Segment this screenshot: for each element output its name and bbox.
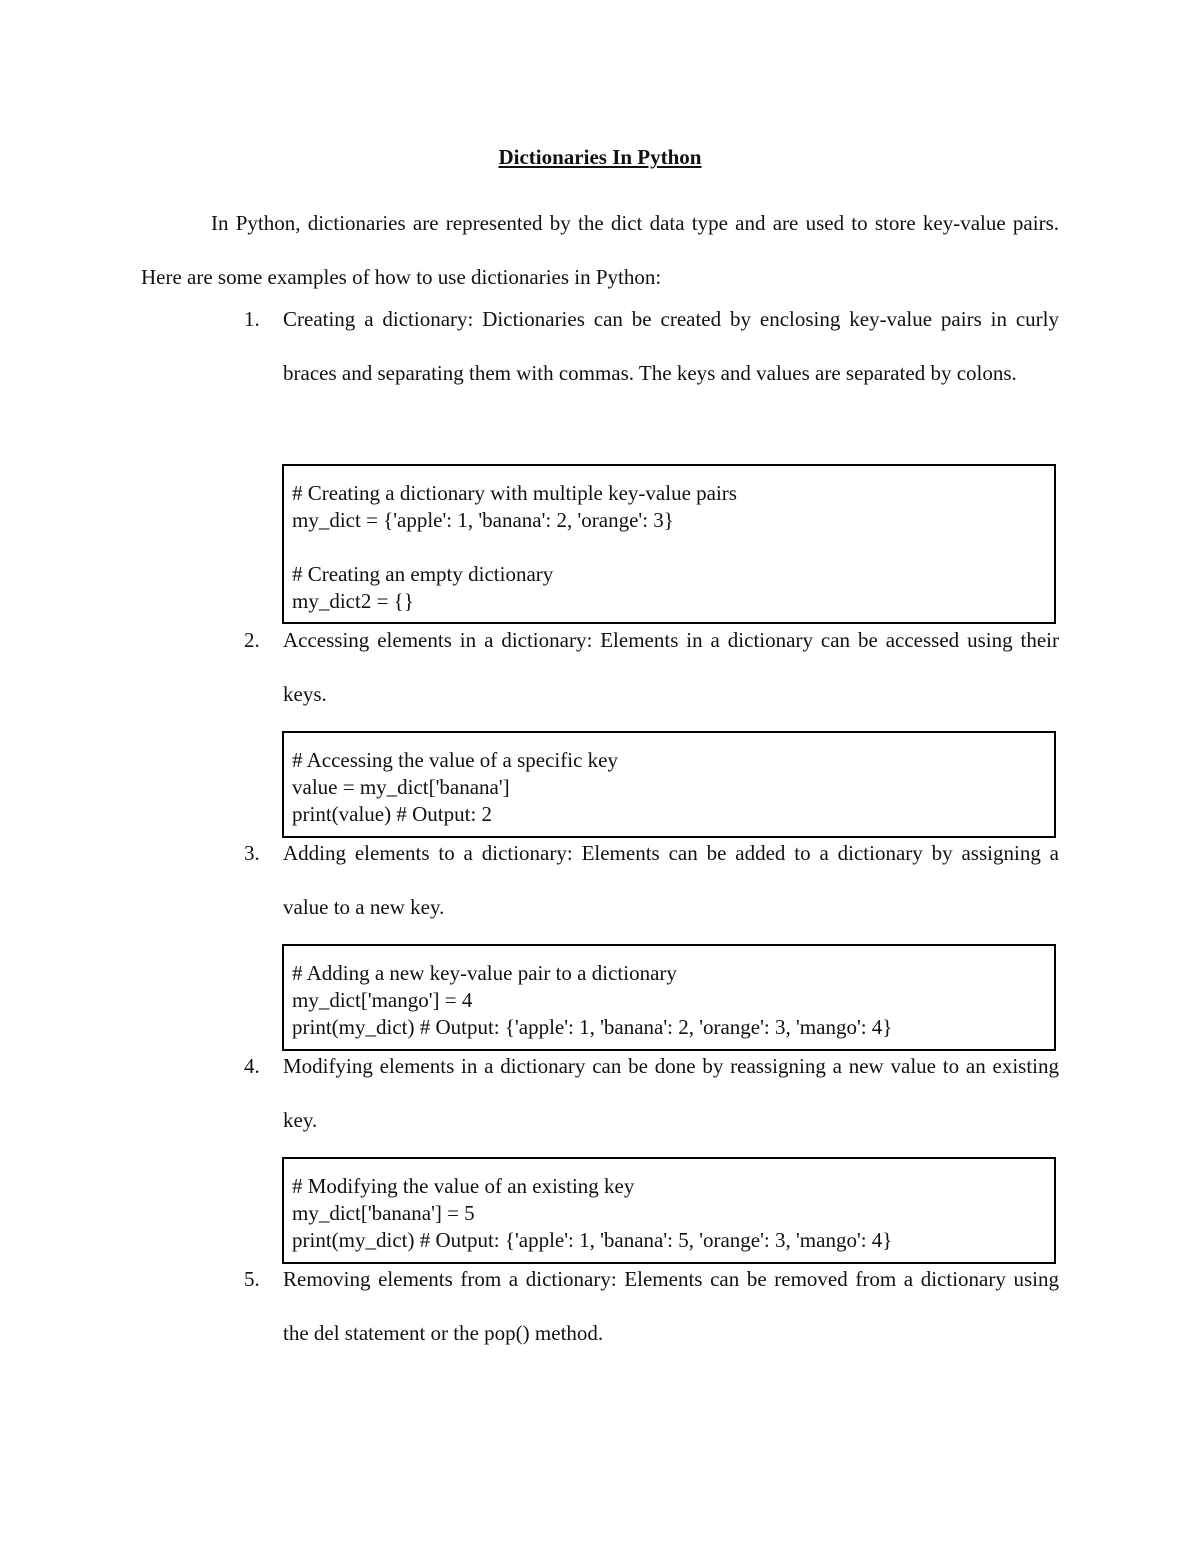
code-line: my_dict = {'apple': 1, 'banana': 2, 'orange': 3}: [292, 508, 674, 532]
code-line: # Adding a new key-value pair to a dictionary: [292, 961, 677, 985]
code-line: my_dict['banana'] = 5: [292, 1201, 475, 1225]
code-block-1: [282, 464, 1056, 624]
intro-paragraph: In Python, dictionaries are represented by the dict data type and are used to store key-value pairs. Here are some examples of how to use dictionaries in Python:: [141, 211, 1059, 289]
list-item-text: Removing elements from a dictionary: Elements can be removed from a dictionary using the del statement or the pop() method.: [283, 1267, 1059, 1345]
list-item-3: [244, 826, 1059, 934]
list-item-2: [244, 613, 1059, 721]
code-line: print(my_dict) # Output: {'apple': 1, 'banana': 5, 'orange': 3, 'mango': 4}: [292, 1228, 893, 1252]
code-block-2: [282, 731, 1056, 838]
list-item-text: Accessing elements in a dictionary: Elements in a dictionary can be accessed using their keys.: [283, 628, 1059, 706]
list-item-number: 4.: [244, 1054, 260, 1078]
code-line: my_dict2 = {}: [292, 589, 414, 613]
document-title: Dictionaries In Python: [498, 145, 702, 169]
list-item-text: Adding elements to a dictionary: Elements can be added to a dictionary by assigning a value to a new key.: [283, 841, 1059, 919]
list-item-text: Creating a dictionary: Dictionaries can be created by enclosing key-value pairs in curly braces and separating them with commas. The keys and values are separated by colons.: [283, 307, 1059, 385]
list-item-1: [244, 292, 1059, 400]
code-line: value = my_dict['banana']: [292, 775, 510, 799]
code-line: # Accessing the value of a specific key: [292, 748, 618, 772]
list-item-number: 2.: [244, 628, 260, 652]
list-item-number: 5.: [244, 1267, 260, 1291]
list-item-text: Modifying elements in a dictionary can be done by reassigning a new value to an existing key.: [283, 1054, 1059, 1132]
code-line: # Modifying the value of an existing key: [292, 1174, 635, 1198]
code-line: # Creating a dictionary with multiple key-value pairs: [292, 481, 737, 505]
code-line: # Creating an empty dictionary: [292, 562, 554, 586]
code-block-4: [282, 1157, 1056, 1264]
code-block-3: [282, 944, 1056, 1051]
list-item-5: [244, 1252, 1059, 1360]
list-item-number: 3.: [244, 841, 260, 865]
code-line: print(my_dict) # Output: {'apple': 1, 'banana': 2, 'orange': 3, 'mango': 4}: [292, 1015, 893, 1039]
code-line: print(value) # Output: 2: [292, 802, 493, 826]
list-item-number: 1.: [244, 307, 260, 331]
list-item-4: [244, 1039, 1059, 1147]
code-line: [292, 534, 1046, 561]
code-line: my_dict['mango'] = 4: [292, 988, 473, 1012]
